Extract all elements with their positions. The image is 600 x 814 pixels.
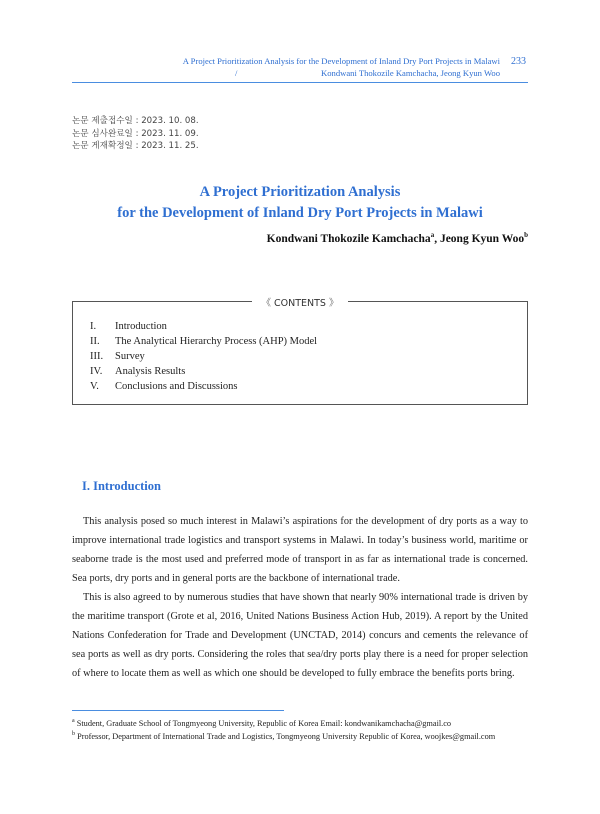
- footnotes: [72, 718, 528, 743]
- footnote-text: Student, Graduate School of Tongmyeong University, Republic of Korea Email: kondwanikamchacha@gmail.co: [74, 719, 452, 728]
- toc-item[interactable]: [90, 379, 317, 394]
- paragraph: This analysis posed so much interest in Malawi’s aspirations for the development of dry ports as a way to improve international trade logistics and transport systems in Malawi. In today’s business world, maritime or seaborne trade is the most used and preferred mode of transport in as far as international trade is concerned. Sea ports, dry ports and in general ports are the backbone of international trade.: [72, 516, 528, 584]
- footnote-rule: [72, 710, 284, 711]
- date-submitted: 논문 제출접수일 : 2023. 10. 08.: [72, 116, 199, 126]
- toc-number: IV.: [90, 366, 103, 377]
- toc-label: Survey: [115, 351, 145, 362]
- page-number: 233: [511, 56, 526, 67]
- table-of-contents: [90, 319, 317, 394]
- author-mark-1: a: [430, 231, 435, 240]
- header-rule: [72, 82, 528, 83]
- date-accepted: 논문 게재확정일 : 2023. 11. 25.: [72, 141, 199, 151]
- footnote: [72, 718, 528, 731]
- paragraph: This is also agreed to by numerous studies that have shown that nearly 90% international trade is driven by the maritime transport (Grote et al, 2016, United Nations Business Action Hub, 2019). A report by the United Nations Confederation for Trade and Development (UNCTAD, 2014) concurs and cements the relevance of sea ports as well as dry ports. Considering the roles that sea/dry ports play there is a need for proper selection of where to locate them as well as which one should be developed to fully embrace the benefits ports bring.: [72, 592, 528, 679]
- toc-item[interactable]: [90, 364, 317, 379]
- date-reviewed: 논문 심사완료일 : 2023. 11. 09.: [72, 128, 199, 139]
- paper-title: [72, 182, 528, 224]
- header-authors-text: Kondwani Thokozile Kamchacha, Jeong Kyun Woo: [321, 68, 500, 78]
- toc-label: The Analytical Hierarchy Process (AHP) Model: [115, 336, 318, 347]
- toc-number: III.: [90, 351, 104, 362]
- author-separator: ,: [434, 233, 440, 245]
- toc-item[interactable]: [90, 349, 317, 364]
- running-header-authors: [80, 68, 500, 78]
- author-mark-2: b: [524, 231, 528, 240]
- author-name-1: Kondwani Thokozile Kamchacha: [266, 233, 431, 245]
- submission-dates: [72, 115, 199, 153]
- toc-number: I.: [90, 321, 97, 332]
- toc-number: II.: [90, 336, 100, 347]
- footnote-mark: b: [72, 730, 75, 737]
- toc-label: Analysis Results: [115, 366, 186, 377]
- body-text: [72, 512, 528, 683]
- paper-title-line2: for the Development of Inland Dry Port Projects in Malawi: [117, 205, 483, 221]
- toc-item[interactable]: [90, 334, 317, 349]
- footnote-mark: a: [72, 718, 75, 725]
- running-header-title: A Project Prioritization Analysis for the Development of Inland Dry Port Projects in Malawi: [182, 56, 500, 66]
- toc-item[interactable]: [90, 319, 317, 334]
- toc-number: V.: [90, 381, 99, 392]
- section-heading: I. Introduction: [82, 479, 161, 493]
- toc-label: Conclusions and Discussions: [115, 381, 238, 392]
- toc-label: Introduction: [115, 321, 167, 332]
- footnote-text: Professor, Department of International Trade and Logistics, Tongmyeong University Republic of Korea, woojkes@gmail.com: [75, 731, 496, 741]
- author-name-2: Jeong Kyun Woo: [439, 233, 525, 245]
- author-line: [267, 233, 528, 245]
- header-separator: /: [235, 68, 238, 78]
- footnote: [72, 731, 528, 744]
- contents-title: 《 CONTENTS 》: [252, 295, 348, 309]
- paper-title-line1: A Project Prioritization Analysis: [199, 184, 401, 200]
